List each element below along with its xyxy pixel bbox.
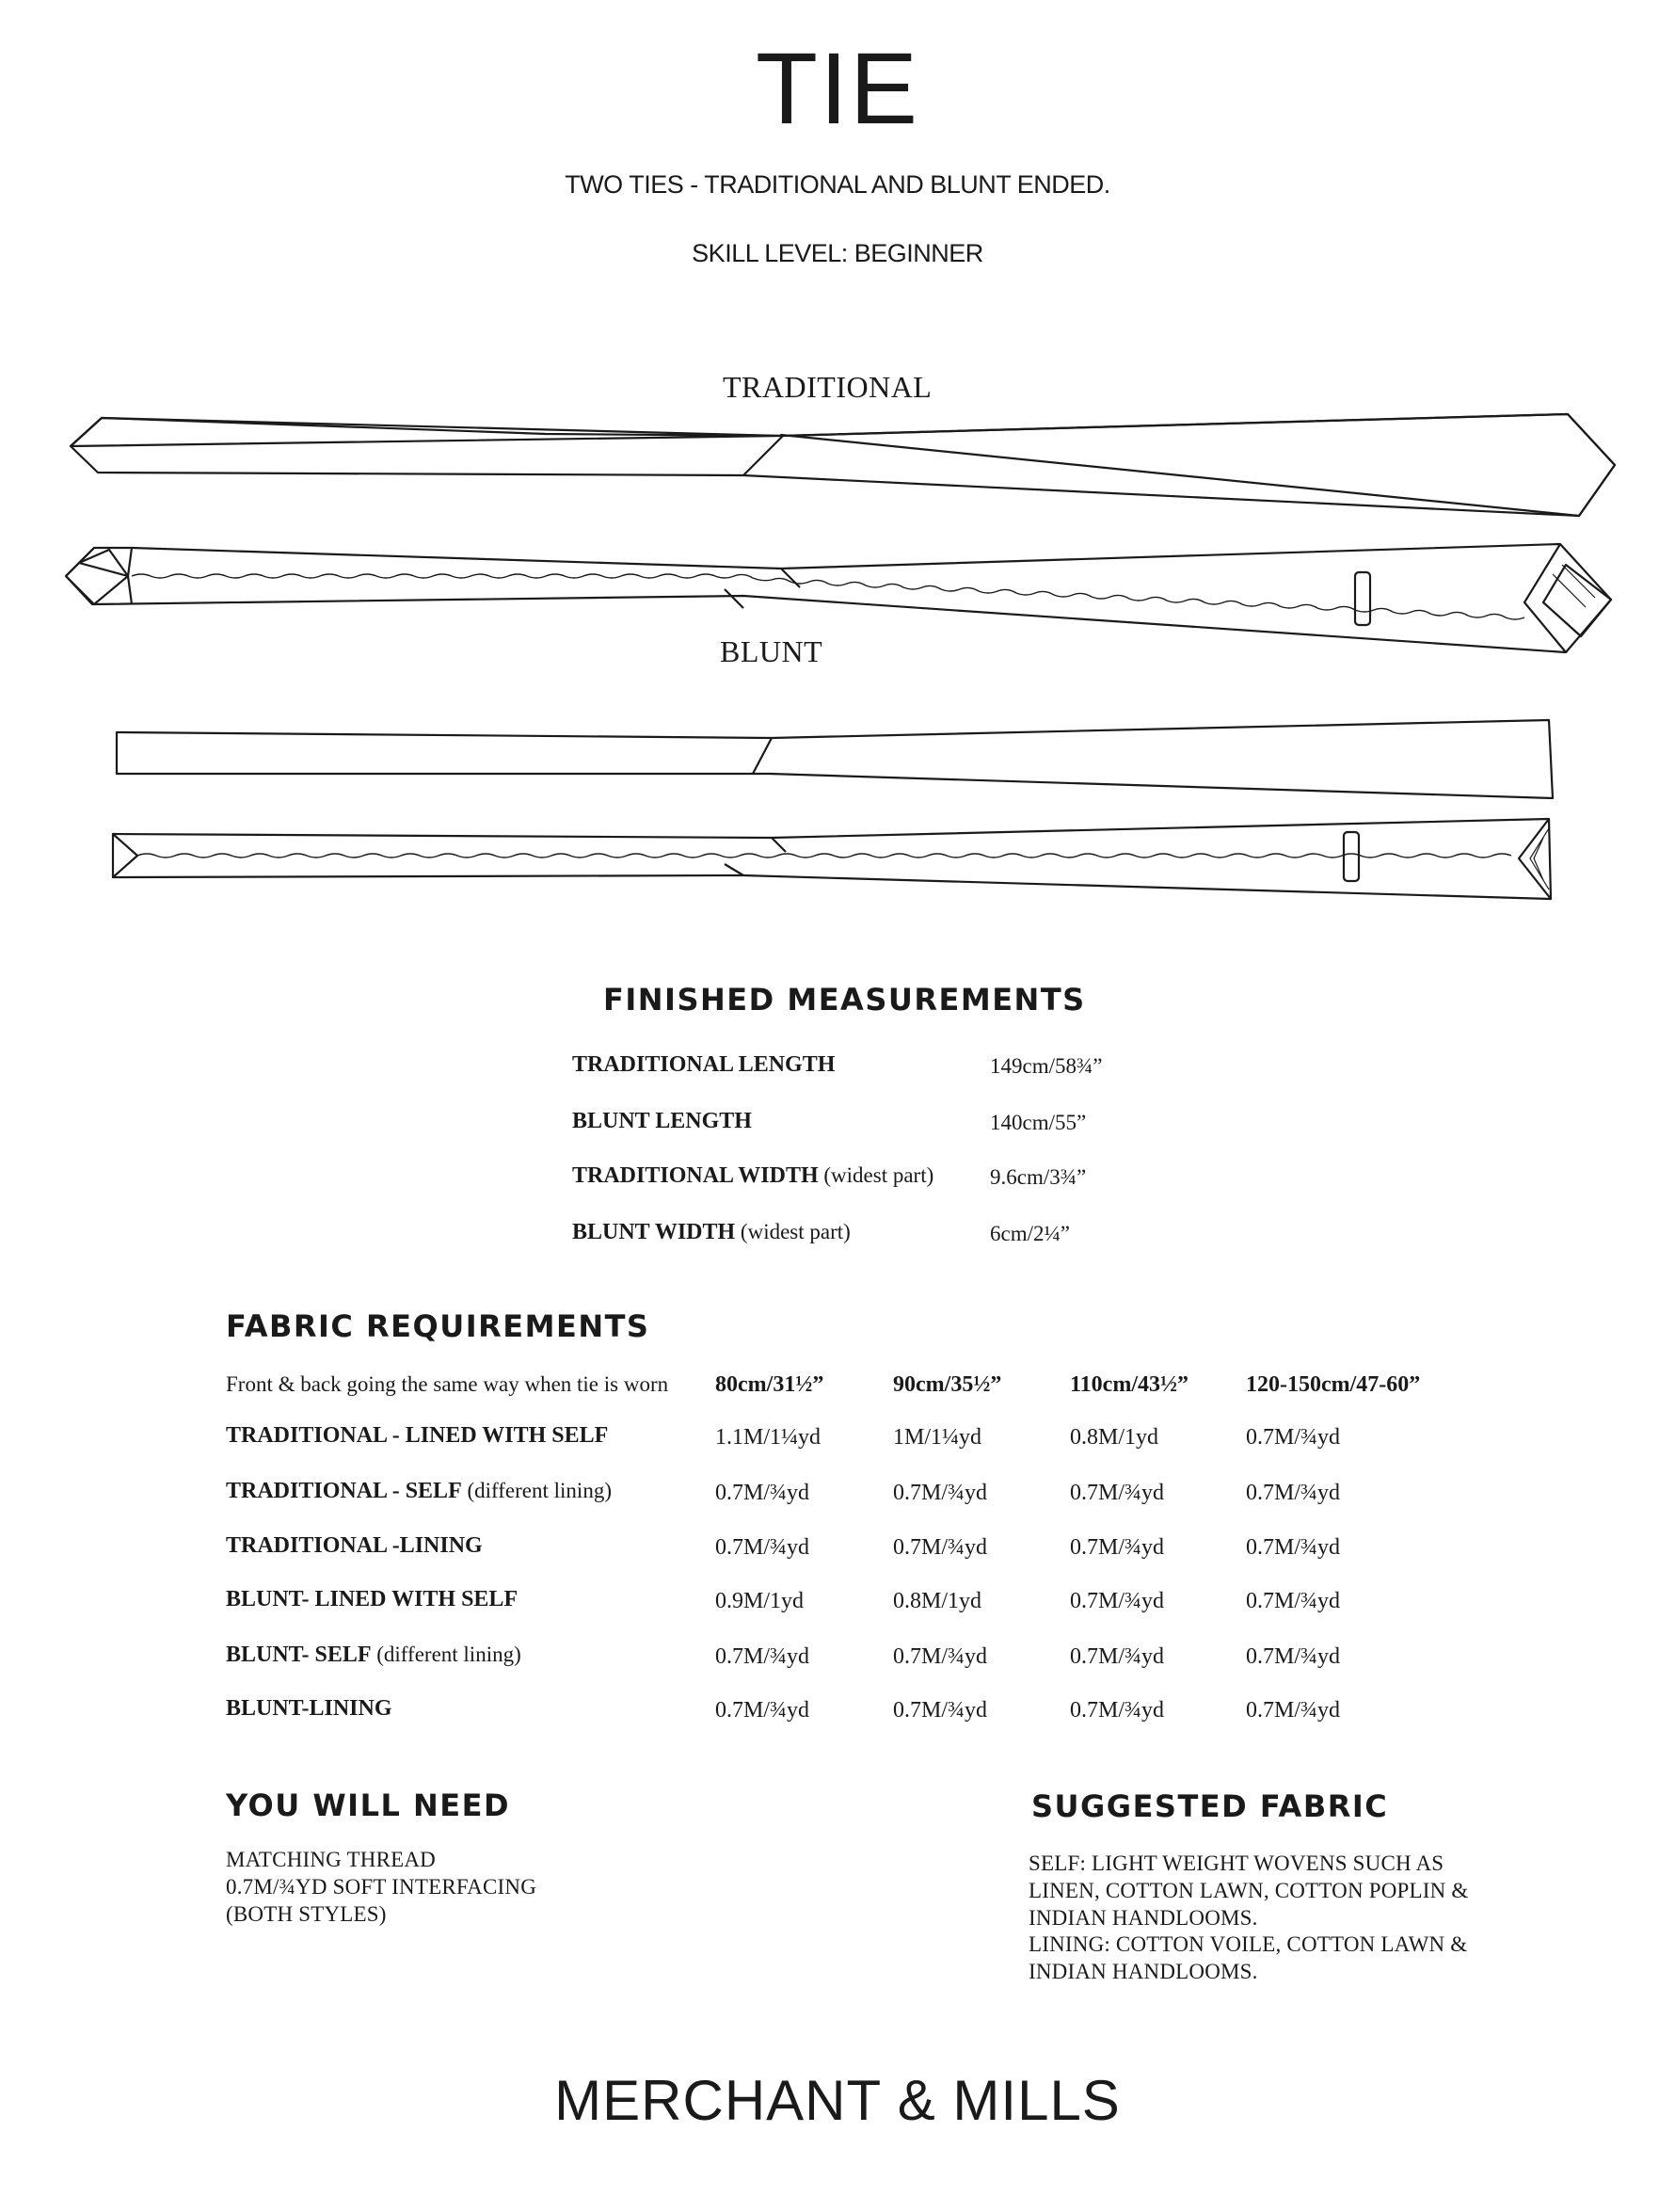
you-will-need-item: 0.7M/¾YD SOFT INTERFACING [226, 1874, 537, 1899]
fabric-cell: 1M/1¼yd [893, 1425, 982, 1450]
fabric-column-header: 80cm/31½” [715, 1372, 824, 1397]
fabric-cell: 0.7M/¾yd [893, 1698, 988, 1723]
fabric-row-label [226, 1643, 521, 1668]
tie-illustrations [0, 0, 1675, 941]
fabric-cell: 0.7M/¾yd [715, 1644, 810, 1669]
fabric-cell: 0.7M/¾yd [1070, 1481, 1165, 1505]
fabric-column-header: 120-150cm/47-60” [1246, 1372, 1421, 1397]
measurement-row [572, 1163, 933, 1189]
traditional-tie-back [66, 544, 1611, 652]
measurement-value: 149cm/58¾” [990, 1054, 1103, 1078]
skill-level: SKILL LEVEL: BEGINNER [692, 239, 983, 267]
fabric-row-note: (different lining) [371, 1643, 521, 1666]
fabric-row-label [226, 1587, 518, 1612]
fabric-cell: 0.7M/¾yd [715, 1481, 810, 1505]
fabric-row-note: (different lining) [461, 1479, 612, 1502]
traditional-label: TRADITIONAL [723, 370, 933, 404]
measurement-value: 9.6cm/3¾” [990, 1165, 1087, 1189]
fabric-row-label-text: BLUNT- LINED WITH SELF [226, 1587, 518, 1611]
you-will-need-item: (BOTH STYLES) [226, 1901, 387, 1926]
fabric-cell: 0.7M/¾yd [893, 1481, 988, 1505]
subtitle: TWO TIES - TRADITIONAL AND BLUNT ENDED. [565, 170, 1110, 199]
fabric-row-label-text: TRADITIONAL - SELF [226, 1479, 462, 1503]
fabric-cell: 0.7M/¾yd [1070, 1644, 1165, 1669]
you-will-need-list [226, 1847, 536, 1928]
fabric-cell: 0.7M/¾yd [1246, 1644, 1341, 1669]
fabric-row-label [226, 1479, 612, 1504]
measurement-value: 6cm/2¼” [990, 1222, 1070, 1245]
fabric-cell: 0.7M/¾yd [1070, 1535, 1165, 1560]
fabric-cell: 1.1M/1¼yd [715, 1425, 822, 1450]
fabric-cell: 0.7M/¾yd [893, 1644, 988, 1669]
suggested-fabric-line: INDIAN HANDLOOMS. [1029, 1960, 1258, 1983]
fabric-column-header: 110cm/43½” [1070, 1372, 1188, 1397]
measurement-label: TRADITIONAL WIDTH [572, 1163, 819, 1188]
you-will-need-item: MATCHING THREAD [226, 1848, 436, 1871]
measurement-row [572, 1220, 851, 1245]
fabric-row-label [226, 1696, 392, 1722]
fabric-column-header: 90cm/35½” [893, 1372, 1002, 1397]
fabric-cell: 0.7M/¾yd [1246, 1481, 1341, 1505]
page-title: TIE [755, 31, 919, 145]
fabric-row-label-text: TRADITIONAL - LINED WITH SELF [226, 1423, 609, 1448]
suggested-fabric-line: LINEN, COTTON LAWN, COTTON POPLIN & [1029, 1878, 1469, 1902]
fabric-row-label [226, 1423, 608, 1449]
fabric-cell: 0.8M/1yd [893, 1589, 982, 1613]
fabric-cell: 0.7M/¾yd [1246, 1535, 1341, 1560]
measurement-label: BLUNT LENGTH [572, 1109, 752, 1133]
measurement-row [572, 1109, 752, 1134]
fabric-requirements-heading: FABRIC REQUIREMENTS [226, 1308, 650, 1344]
fabric-row-label-text: BLUNT- SELF [226, 1643, 372, 1667]
traditional-tie-front [71, 414, 1615, 516]
blunt-label: BLUNT [720, 634, 823, 668]
brand-footer: MERCHANT & MILLS [554, 2069, 1121, 2132]
measurement-label: TRADITIONAL LENGTH [572, 1052, 836, 1077]
fabric-cell: 0.7M/¾yd [1246, 1698, 1341, 1723]
blunt-tie-front [117, 720, 1553, 798]
measurement-value: 140cm/55” [990, 1111, 1087, 1134]
measurement-note: (widest part) [818, 1163, 934, 1187]
suggested-fabric-line: INDIAN HANDLOOMS. [1029, 1905, 1258, 1930]
fabric-cell: 0.7M/¾yd [1070, 1698, 1165, 1723]
fabric-cell: 0.9M/1yd [715, 1589, 805, 1613]
fabric-row-header: Front & back going the same way when tie is worn [226, 1372, 669, 1396]
suggested-fabric-heading: SUGGESTED FABRIC [1031, 1788, 1389, 1824]
measurement-note: (widest part) [735, 1220, 851, 1243]
fabric-row-label [226, 1533, 483, 1559]
fabric-cell: 0.7M/¾yd [715, 1535, 810, 1560]
suggested-fabric-line: LINING: COTTON VOILE, COTTON LAWN & [1029, 1932, 1468, 1957]
fabric-cell: 0.7M/¾yd [893, 1535, 988, 1560]
fabric-cell: 0.7M/¾yd [1246, 1589, 1341, 1613]
you-will-need-heading: YOU WILL NEED [226, 1787, 511, 1823]
fabric-cell: 0.7M/¾yd [715, 1698, 810, 1723]
measurement-label: BLUNT WIDTH [572, 1220, 736, 1244]
blunt-tie-back [113, 819, 1551, 899]
measurement-row [572, 1052, 835, 1078]
fabric-cell: 0.8M/1yd [1070, 1425, 1159, 1450]
finished-measurements-heading: FINISHED MEASUREMENTS [603, 982, 1086, 1018]
suggested-fabric-line: SELF: LIGHT WEIGHT WOVENS SUCH AS [1029, 1851, 1444, 1875]
suggested-fabric-text [1029, 1851, 1468, 1986]
fabric-cell: 0.7M/¾yd [1246, 1425, 1341, 1450]
fabric-row-label-text: BLUNT-LINING [226, 1696, 392, 1721]
fabric-cell: 0.7M/¾yd [1070, 1589, 1165, 1613]
fabric-row-label-text: TRADITIONAL -LINING [226, 1533, 483, 1558]
